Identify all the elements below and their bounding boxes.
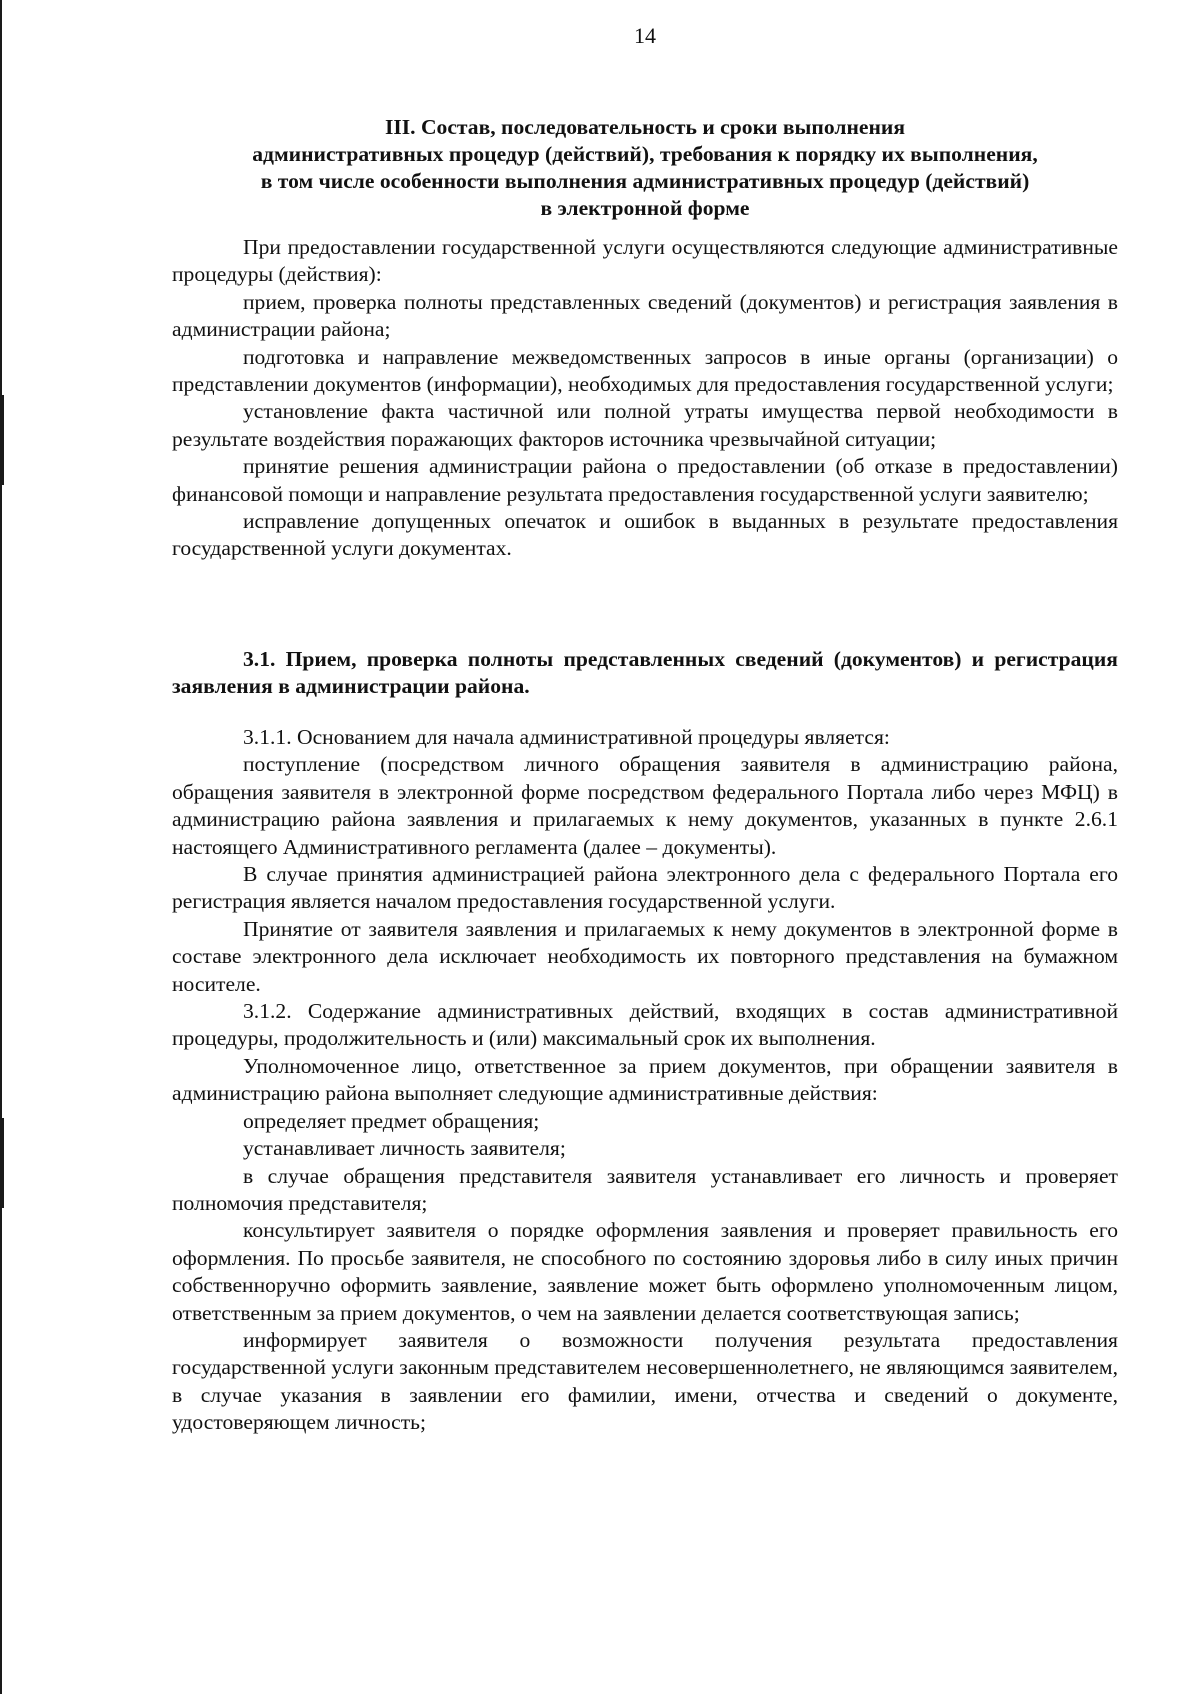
scan-margin-mark [0,395,4,485]
list-item: прием, проверка полноты представленных сведений (документов) и регистрация заявления в администрации района; [172,289,1118,342]
paragraph: При предоставлении государственной услуги осуществляются следующие административные процедуры (действия): [172,235,1118,287]
section-title-line: в электронной форме [540,196,750,220]
paragraph: поступление (посредством личного обращения заявителя в администрацию района, обращения заявителя в электронной форме посредством федерального Портала либо через МФЦ) в администрацию района заявления и прилагаемых к нему документов, указанных в пункте 2.6.1 настоящего Административного регламента (далее – документы). [172,752,1118,859]
body-block [172,724,1118,1437]
paragraph: 3.1.2. Содержание административных действий, входящих в состав административной процедуры, продолжительность и (или) максимальный срок их выполнения. [172,999,1118,1051]
section-title-line: административных процедур (действий), требования к порядку их выполнения, [252,142,1038,166]
subsection-title: 3.1. Прием, проверка полноты представленных сведений (документов) и регистрация заявления в администрации района. [172,647,1118,699]
subsection-block [172,646,1118,701]
intro-block [172,234,1118,563]
paragraph: Принятие от заявителя заявления и прилагаемых к нему документов в электронной форме в составе электронного дела исключает необходимость их повторного представления на бумажном носителе. [172,916,1118,996]
scan-margin-mark [0,1118,4,1208]
list-item: исправление допущенных опечаток и ошибок в выданных в результате предоставления государственной услуги документах. [172,509,1118,561]
section-title [172,114,1118,222]
list-item: информирует заявителя о возможности получения результата предоставления государственной услуги законным представителем несовершеннолетнего, не являющимся заявителем, в случае указания в заявлении его фамилии, имени, отчества и сведений о документе, удостоверяющем личность; [172,1327,1118,1435]
list-item: устанавливает личность заявителя; [243,1136,566,1161]
paragraph: Уполномоченное лицо, ответственное за прием документов, при обращении заявителя в администрацию района выполняет следующие административные действия: [172,1053,1118,1106]
paragraph: В случае принятия администрацией района электронного дела с федерального Портала его регистрация является началом предоставления государственной услуги. [172,862,1118,914]
list-item: установление факта частичной или полной утраты имущества первой необходимости в результате воздействия поражающих факторов источника чрезвычайной ситуации; [172,399,1118,451]
list-item: определяет предмет обращения; [243,1108,540,1133]
page-number: 14 [634,23,656,48]
list-item: принятие решения администрации района о предоставлении (об отказе в предоставлении) финансовой помощи и направление результата предоставления государственной услуги заявителю; [172,454,1118,506]
section-title-line: III. Состав, последовательность и сроки выполнения [384,115,906,139]
list-item: консультирует заявителя о порядке оформления заявления и проверяет правильность его оформления. По просьбе заявителя, не способного по состоянию здоровья либо в силу иных причин собственноручно оформить заявление, заявление может быть оформлено уполномоченным лицом, ответственным за прием документов, о чем на заявлении делается соответствующая запись; [172,1218,1118,1325]
paragraph: 3.1.1. Основанием для начала административной процедуры является: [243,725,890,749]
list-item: подготовка и направление межведомственных запросов в иные органы (организации) о представлении документов (информации), необходимых для предоставления государственной услуги; [172,344,1118,397]
scan-left-edge [0,0,2,1694]
list-item: в случае обращения представителя заявителя устанавливает его личность и проверяет полномочия представителя; [172,1163,1118,1215]
section-title-line: в том числе особенности выполнения административных процедур (действий) [260,169,1030,193]
